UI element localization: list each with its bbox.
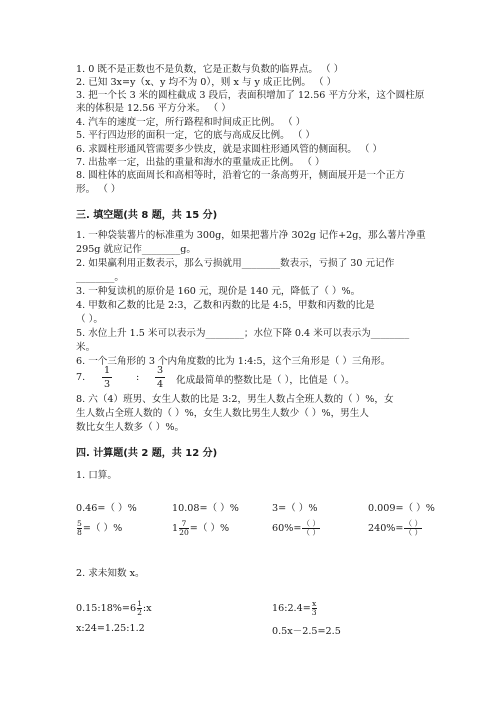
fraction-5-8	[77, 520, 82, 537]
calc-heading: 四. 计算题(共 2 题，共 12 分)	[76, 448, 218, 459]
calc-item-5	[76, 520, 122, 537]
judge-line-8b: 形。 （ ）	[76, 184, 121, 195]
q7-f2-denominator: 4	[156, 379, 164, 390]
judge-line-4: 4. 汽车的速度一定，所行路程和时间成正比例。 （ ）	[76, 117, 306, 128]
fraction-bar	[102, 377, 112, 378]
fill-line-5: 5. 水位上升 1.5 米可以表示为________；水位下降 0.4 米可以表示为________	[76, 328, 410, 339]
fraction-x-3	[312, 600, 317, 617]
fraction-blank	[404, 520, 422, 537]
calc-item-6-tail: =（ ）%	[189, 523, 230, 534]
fill-line-5b: 米。	[76, 342, 96, 353]
denominator: 20	[179, 528, 189, 537]
calc-item-1: 0.46=（ ）%	[76, 503, 137, 514]
q7-fraction-2	[155, 365, 165, 390]
equation-1	[76, 600, 152, 617]
judge-line-6: 6. 求圆柱形通风管需要多少铁皮，就是求圆柱形通风管的侧面积。 （ ）	[76, 144, 383, 155]
numerator: 1	[137, 599, 142, 608]
judge-line-7: 7. 出盐率一定，出盐的重量和海水的重量成正比例。 （ ）	[76, 157, 325, 168]
calc-item-8	[368, 520, 423, 537]
calc-sub-2: 2. 求未知数 x。	[76, 568, 145, 579]
fill-heading: 三. 填空题(共 8 题，共 15 分)	[76, 210, 218, 221]
equation-1-tail: :x	[142, 603, 152, 614]
fill-line-8c: 数比女生人数多（ ）%。	[76, 422, 185, 433]
fill-line-8b: 生人数占全班人数的（ ）%，女生人数比男生人数少（ ）%，男生人	[76, 408, 369, 419]
q7-text: 化成最简单的整数比是（ ），比值是（ ）。	[176, 375, 355, 386]
judge-line-8: 8. 圆柱体的底面周长和高相等时，沿着它的一条高剪开，侧面展开是一个正方	[76, 170, 405, 181]
numerator: （ ）	[302, 519, 320, 528]
calc-item-8-head: 240%=	[368, 523, 404, 534]
judge-line-3: 3. 把一个长 3 米的圆柱截成 3 段后，表面积增加了 12.56 平方分米，这个圆柱原	[76, 90, 425, 101]
judge-line-3b: 来的体积是 12.56 平方分米。 （ ）	[76, 103, 231, 114]
denominator: 3	[311, 608, 317, 617]
numerator: x	[312, 599, 317, 608]
judge-line-5: 5. 平行四边形的面积一定，它的底与高成反比例。 （ ）	[76, 130, 315, 141]
fill-line-4b: （ ）。	[76, 314, 104, 325]
calc-item-7	[272, 520, 321, 537]
calc-item-5-tail: =（ ）%	[82, 523, 123, 534]
q7-fraction-1	[102, 365, 112, 390]
q7-f2-numerator: 3	[156, 365, 164, 376]
equation-3: x:24=1.25:1.2	[76, 623, 145, 634]
numerator: 5	[77, 519, 82, 528]
fraction-7-20	[179, 520, 189, 537]
fill-line-6: 6. 一个三角形的 3 个内角度数的比为 1:4:5，这个三角形是（ ）三角形。	[76, 356, 391, 367]
denominator: 8	[77, 528, 82, 537]
mixed-whole: 1	[172, 523, 179, 534]
calc-item-4: 0.009=（ ）%	[368, 503, 435, 514]
denominator: （ ）	[302, 528, 320, 537]
fill-line-1: 1. 一种袋装薯片的标准重为 300g，如果把薯片净 302g 记作+2g，那么薯片净重	[76, 230, 426, 241]
fill-line-2b: ________。	[76, 272, 124, 283]
equation-1-head: 0.15:18%=6	[76, 603, 137, 614]
equation-4: 0.5x－2.5=2.5	[272, 626, 341, 637]
calc-item-3: 3=（ ）%	[272, 503, 318, 514]
judge-line-1: 1. 0 既不是正数也不是负数，它是正数与负数的临界点。 （ ）	[76, 64, 344, 75]
fill-line-3: 3. 一种复读机的原价是 160 元，现价是 140 元，降低了（ ）%。	[76, 286, 361, 297]
numerator: 7	[181, 519, 187, 528]
fill-line-1b: 295g 就应记作________g。	[76, 244, 196, 255]
calc-item-6	[172, 520, 229, 537]
calc-sub-1: 1. 口算。	[76, 470, 117, 481]
numerator: （ ）	[404, 519, 423, 528]
denominator: （ ）	[404, 528, 423, 537]
calc-item-2: 10.08=（ ）%	[172, 503, 239, 514]
q7-f1-denominator: 3	[103, 379, 111, 390]
q7-f1-numerator: 1	[103, 365, 111, 376]
calc-item-7-head: 60%=	[272, 523, 302, 534]
q7-colon: :	[136, 372, 140, 383]
fraction-blank	[302, 520, 320, 537]
equation-2-head: 16:2.4=	[272, 603, 311, 614]
fraction-1-2	[137, 600, 142, 617]
fill-line-4: 4. 甲数和乙数的比是 2:3，乙数和丙数的比是 4:5，甲数和丙数的比是	[76, 300, 375, 311]
denominator: 2	[137, 608, 142, 617]
fill-line-8: 8. 六（4）班男、女生人数的比是 3:2，男生人数占全班人数的（ ）%，女	[76, 394, 394, 405]
fill-line-2: 2. 如果赢利用正数表示，那么亏损就用________数表示，亏损了 30 元记作	[76, 258, 395, 269]
q7-number: 7.	[76, 372, 86, 383]
equation-2	[272, 600, 318, 617]
judge-line-2: 2. 已知 3x=y（x、y 均不为 0），则 x 与 y 成正比例。 （ ）	[76, 77, 337, 88]
fraction-bar	[155, 377, 165, 378]
